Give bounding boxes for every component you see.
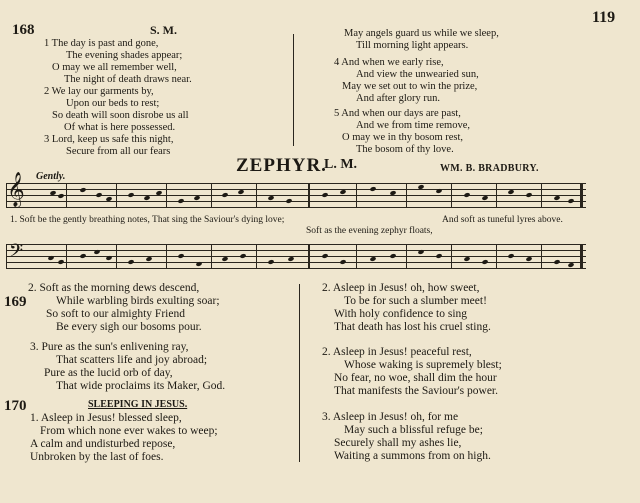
lyric-line-1: 1. Soft be the gently breathing notes, That sing the Saviour's dying love; — [10, 215, 285, 225]
v170-left-line: A calm and undisturbed repose, — [30, 438, 176, 450]
hymn-168-number: 168 — [12, 22, 35, 38]
column-divider-bottom — [299, 284, 300, 462]
h168-right-line: The bosom of thy love. — [356, 144, 454, 155]
v-right-line: 2. Asleep in Jesus! oh, how sweet, — [322, 282, 480, 294]
h168-left-line: The evening shades appear; — [66, 50, 183, 61]
h168-left-line: 2 We lay our garments by, — [44, 86, 154, 97]
h168-left-line: Secure from all our fears — [66, 146, 171, 157]
bass-clef-icon: 𝄢 — [9, 240, 24, 265]
v170-left-line: Unbroken by the last of foes. — [30, 451, 164, 463]
h168-left-line: Of what is here possessed. — [64, 122, 176, 133]
h168-right-line: O may we in thy bosom rest, — [342, 132, 464, 143]
h168-left-line: 3 Lord, keep us safe this night, — [44, 134, 174, 145]
v-right-line: 3. Asleep in Jesus! oh, for me — [322, 411, 459, 423]
tune-composer: WM. B. BRADBURY. — [440, 163, 539, 174]
page-number: 119 — [592, 9, 616, 26]
v2-left-line: Be every sigh our bosoms pour. — [56, 321, 202, 333]
h168-right-line: 4 And when we early rise, — [334, 57, 444, 68]
v-right-line: May such a blissful refuge be; — [344, 424, 483, 436]
v3-left-line: Pure as the lucid orb of day, — [44, 367, 173, 379]
h168-right-line: 5 And when our days are past, — [334, 108, 461, 119]
h168-right-line: And after glory run. — [356, 93, 440, 104]
hymn-170-heading: SLEEPING IN JESUS. — [88, 399, 188, 410]
h168-right-line: May angels guard us while we sleep, — [344, 28, 499, 39]
v170-left-line: From which none ever wakes to weep; — [40, 425, 218, 437]
hymn-169-number: 169 — [4, 294, 27, 310]
v-right-line: Securely shall my ashes lie, — [334, 437, 462, 449]
v-right-line: That death has lost his cruel sting. — [334, 321, 491, 333]
h168-right-line: Till morning light appears. — [356, 40, 469, 51]
v-right-line: 2. Asleep in Jesus! peaceful rest, — [322, 346, 472, 358]
v-right-line: Whose waking is supremely blest; — [344, 359, 502, 371]
v-right-line: To be for such a slumber meet! — [344, 295, 487, 307]
lyric-line-1b: And soft as tuneful lyres above. — [442, 215, 563, 225]
h168-right-line: And we from time remove, — [356, 120, 471, 131]
hymn-170-number: 170 — [4, 398, 27, 414]
v-right-line: No fear, no woe, shall dim the hour — [334, 372, 497, 384]
tune-title: ZEPHYR. — [236, 155, 327, 176]
tune-meter: L. M. — [324, 157, 358, 172]
h168-left-line: So death will soon disrobe us all — [52, 110, 189, 121]
v3-left-line: That scatters life and joy abroad; — [56, 354, 208, 366]
v-right-line: That manifests the Saviour's power. — [334, 385, 498, 397]
h168-right-line: And view the unwearied sun, — [356, 69, 479, 80]
v-right-line: With holy confidence to sing — [334, 308, 468, 320]
bass-staff — [6, 240, 586, 269]
tempo-marking: Gently. — [36, 171, 66, 182]
v2-left-line: So soft to our almighty Friend — [46, 308, 185, 320]
h168-left-line: Upon our beds to rest; — [66, 98, 160, 109]
v3-left-line: That wide proclaims its Maker, God. — [56, 380, 226, 392]
v2-left-line: While warbling birds exulting soar; — [56, 295, 220, 307]
hymn-168-meter: S. M. — [150, 23, 177, 37]
h168-left-line: 1 The day is past and gone, — [44, 38, 159, 49]
h168-left-line: O may we all remember well, — [52, 62, 177, 73]
h168-left-line: The night of death draws near. — [64, 74, 192, 85]
v-right-line: Waiting a summons from on high. — [334, 450, 491, 462]
v3-left-line: 3. Pure as the sun's enlivening ray, — [30, 341, 189, 353]
h168-right-line: May we set out to win the prize, — [342, 81, 478, 92]
lyric-line-2: Soft as the evening zephyr floats, — [306, 226, 433, 236]
v170-left-line: 1. Asleep in Jesus! blessed sleep, — [30, 412, 182, 424]
treble-clef-icon: 𝄞 — [7, 173, 25, 206]
v2-left-line: 2. Soft as the morning dews descend, — [28, 282, 200, 294]
column-divider-top — [293, 34, 294, 146]
